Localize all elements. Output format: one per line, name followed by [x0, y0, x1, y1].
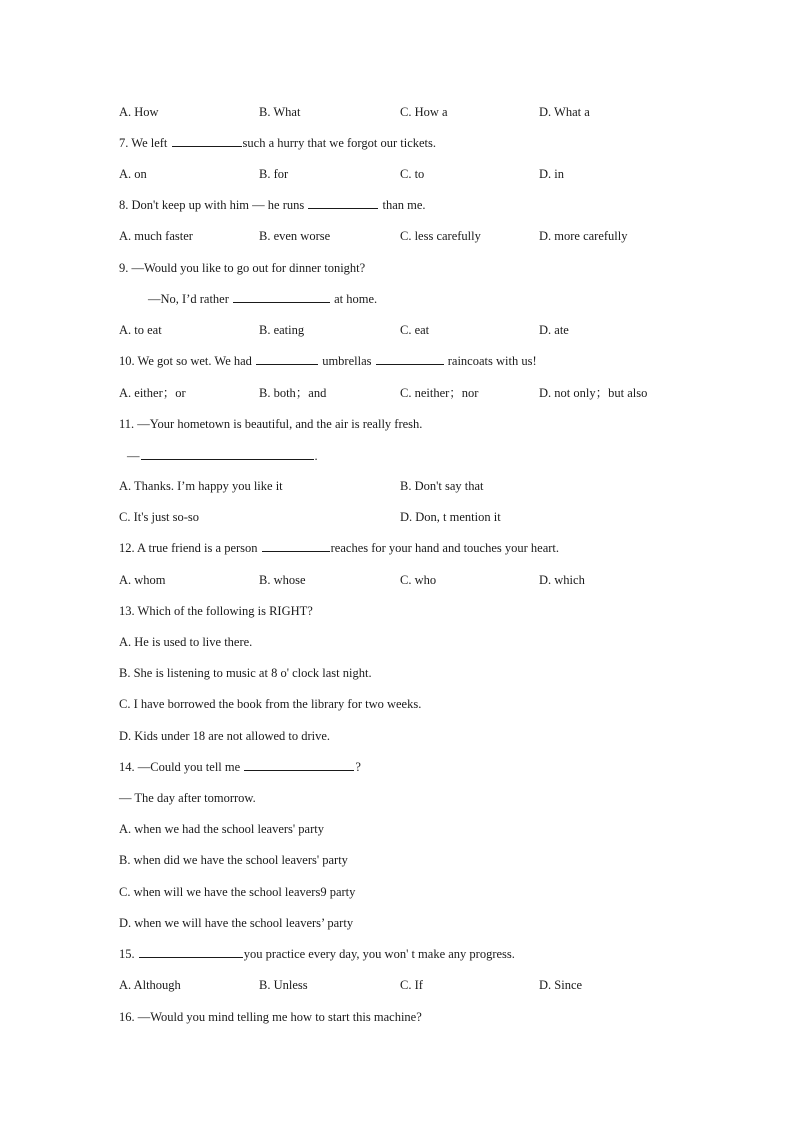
q10-option-c[interactable]: C. neither；nor — [400, 386, 479, 400]
q15-blank — [139, 945, 243, 958]
q12-options — [119, 571, 719, 589]
q6-option-b[interactable]: B. What — [259, 105, 301, 119]
q10-blank-1 — [256, 352, 318, 365]
q7-options — [119, 165, 719, 183]
q6-option-a[interactable]: A. How — [119, 105, 159, 119]
q15-option-c[interactable]: C. If — [400, 978, 423, 992]
q7-option-a[interactable]: A. on — [119, 167, 147, 181]
q8-options — [119, 227, 719, 245]
q10-stem: 10. We got so wet. We had umbrellas raincoats with us! — [119, 354, 537, 368]
q11-options-row-2 — [119, 508, 719, 526]
q10-option-a[interactable]: A. either；or — [119, 386, 186, 400]
q9-option-c[interactable]: C. eat — [400, 323, 430, 337]
q12-blank — [262, 539, 330, 552]
q6-option-d[interactable]: D. What a — [539, 105, 590, 119]
q8-option-a[interactable]: A. much faster — [119, 229, 193, 243]
q10-blank-2 — [376, 352, 444, 365]
q11-stem: 11. —Your hometown is beautiful, and the air is really fresh. — [119, 417, 423, 431]
q13-option-a[interactable]: A. He is used to live there. — [119, 635, 253, 649]
q9-option-a[interactable]: A. to eat — [119, 323, 162, 337]
q13-option-c[interactable]: C. I have borrowed the book from the library for two weeks. — [119, 697, 422, 711]
q11-option-d[interactable]: D. Don, t mention it — [400, 510, 501, 524]
q9-response: —No, I’d rather at home. — [148, 292, 378, 306]
q11-response: — . — [127, 449, 318, 463]
q14-option-c[interactable]: C. when will we have the school leavers9 party — [119, 885, 356, 899]
q12-stem: 12. A true friend is a person reaches for your hand and touches your heart. — [119, 541, 560, 555]
q9-option-d[interactable]: D. ate — [539, 323, 569, 337]
q7-option-c[interactable]: C. to — [400, 167, 425, 181]
q11-options-row-1 — [119, 477, 719, 495]
q12-option-a[interactable]: A. whom — [119, 573, 166, 587]
q11-option-b[interactable]: B. Don't say that — [400, 479, 484, 493]
q12-option-d[interactable]: D. which — [539, 573, 585, 587]
q6-option-c[interactable]: C. How a — [400, 105, 448, 119]
q14-blank — [244, 758, 354, 771]
q14-option-a[interactable]: A. when we had the school leavers' party — [119, 822, 324, 836]
q14-stem: 14. —Could you tell me ? — [119, 760, 361, 774]
q11-option-a[interactable]: A. Thanks. I’m happy you like it — [119, 479, 283, 493]
q11-option-c[interactable]: C. It's just so-so — [119, 510, 200, 524]
q13-option-b[interactable]: B. She is listening to music at 8 o' clock last night. — [119, 666, 372, 680]
q15-option-a[interactable]: A. Although — [119, 978, 181, 992]
q6-options — [119, 103, 719, 121]
q13-option-d[interactable]: D. Kids under 18 are not allowed to drive. — [119, 729, 331, 743]
q8-option-c[interactable]: C. less carefully — [400, 229, 481, 243]
q16-stem: 16. —Would you mind telling me how to start this machine? — [119, 1010, 422, 1024]
q9-option-b[interactable]: B. eating — [259, 323, 305, 337]
q9-blank — [233, 290, 330, 303]
q13-stem: 13. Which of the following is RIGHT? — [119, 604, 313, 618]
q9-stem: 9. —Would you like to go out for dinner tonight? — [119, 261, 366, 275]
q7-option-d[interactable]: D. in — [539, 167, 564, 181]
q15-stem: 15. you practice every day, you won' t make any progress. — [119, 947, 515, 961]
q15-option-b[interactable]: B. Unless — [259, 978, 308, 992]
q8-blank — [308, 196, 378, 209]
q9-options — [119, 321, 719, 339]
q8-stem: 8. Don't keep up with him — he runs than me. — [119, 198, 426, 212]
q8-option-b[interactable]: B. even worse — [259, 229, 331, 243]
q14-option-d[interactable]: D. when we will have the school leavers’ party — [119, 916, 354, 930]
q14-option-b[interactable]: B. when did we have the school leavers' party — [119, 853, 348, 867]
q15-options — [119, 976, 719, 994]
q7-blank — [172, 134, 242, 147]
q12-option-c[interactable]: C. who — [400, 573, 437, 587]
q7-option-b[interactable]: B. for — [259, 167, 289, 181]
q8-option-d[interactable]: D. more carefully — [539, 229, 628, 243]
q14-response: — The day after tomorrow. — [119, 791, 256, 805]
q10-option-b[interactable]: B. both；and — [259, 386, 327, 400]
q15-option-d[interactable]: D. Since — [539, 978, 583, 992]
q11-blank — [141, 447, 314, 460]
q10-option-d[interactable]: D. not only；but also — [539, 386, 648, 400]
q10-options — [119, 384, 719, 402]
q7-stem: 7. We left such a hurry that we forgot our tickets. — [119, 136, 437, 150]
q12-option-b[interactable]: B. whose — [259, 573, 306, 587]
